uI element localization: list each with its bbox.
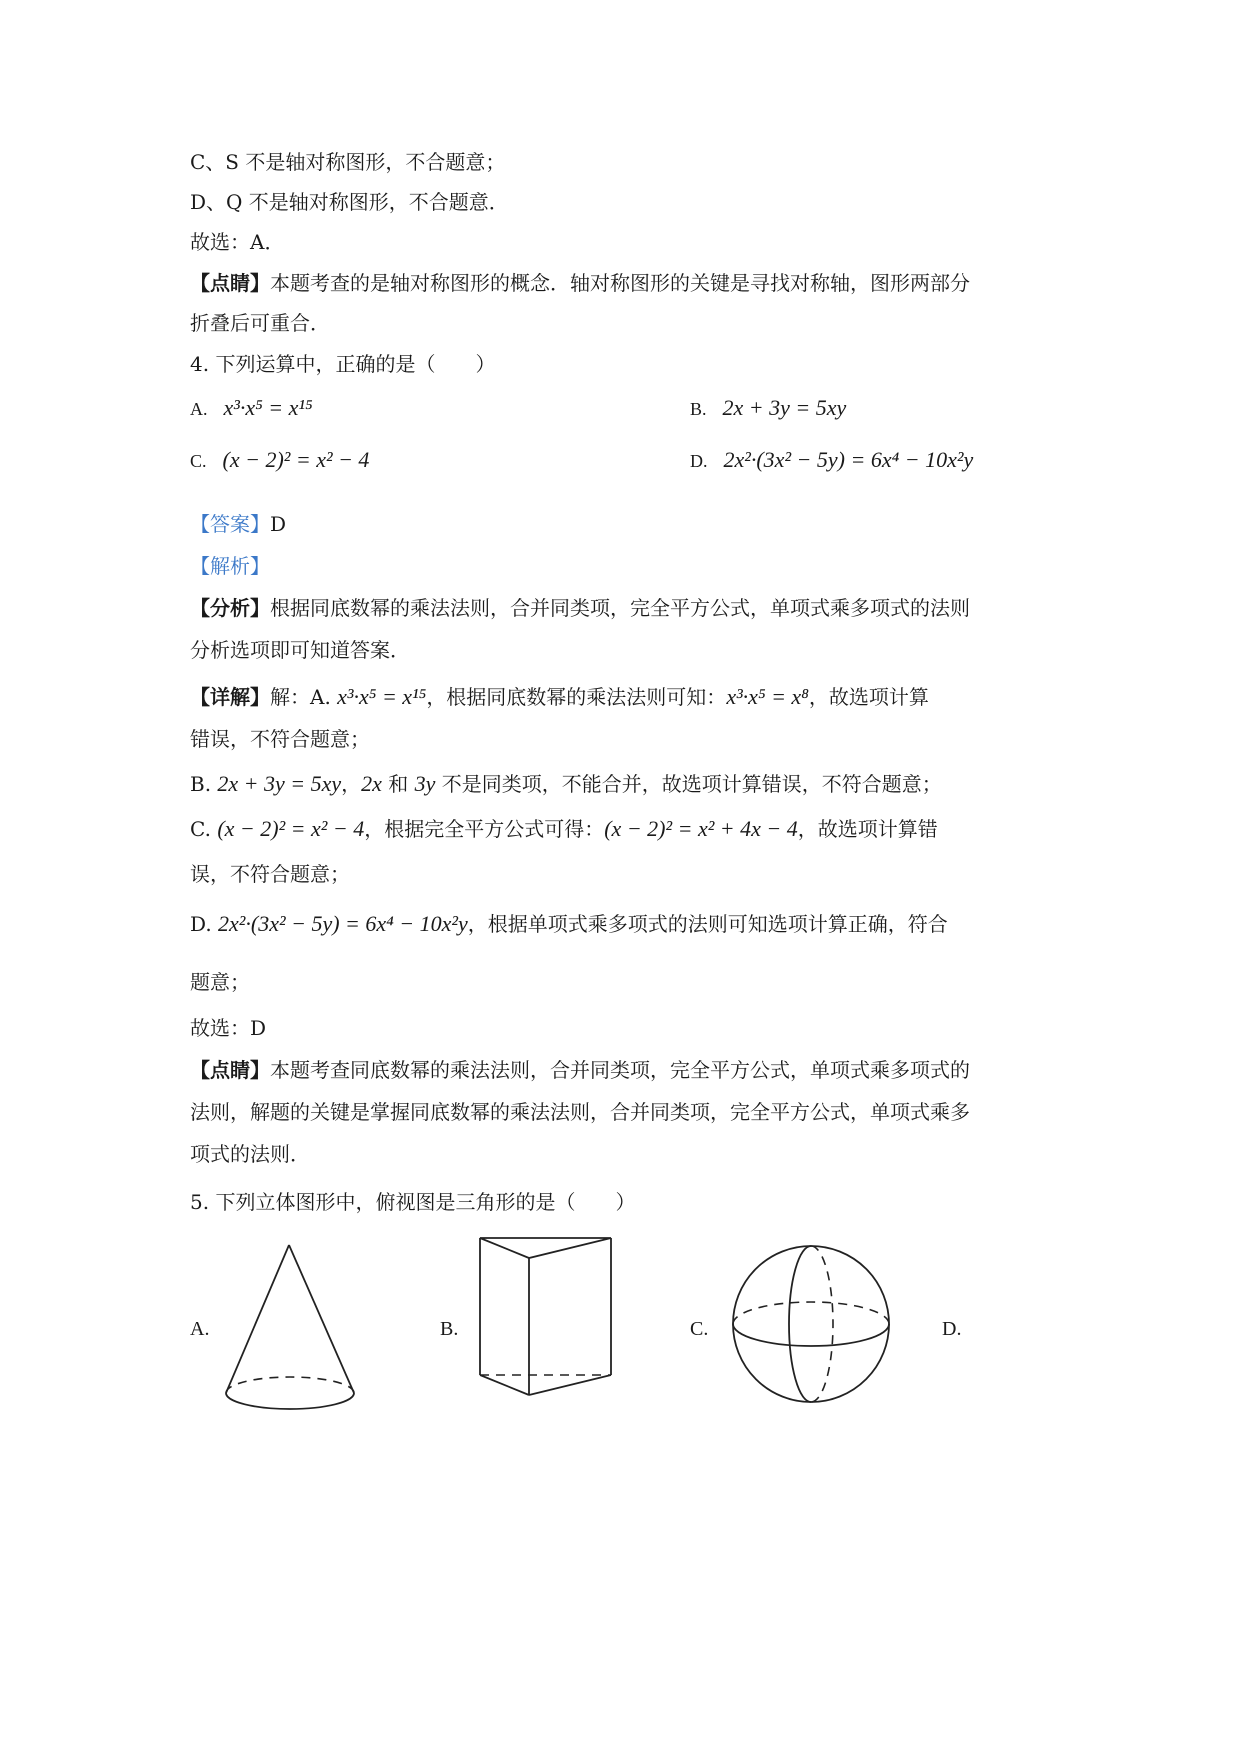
- text: 和: [381, 772, 415, 796]
- xiangjie-a-continuation: 错误，不符合题意；: [190, 727, 370, 751]
- jiexi-tag: 【解析】: [190, 554, 270, 578]
- option-expression: 2x + 3y = 5xy: [722, 395, 847, 420]
- dianjing-paragraph: [190, 269, 970, 297]
- choose-answer-d: 故选：D: [190, 1016, 267, 1040]
- expression: 2x: [361, 771, 382, 796]
- q4-dianjing: [190, 1056, 970, 1084]
- dianjing-text: 本题考查的是轴对称图形的概念．轴对称图形的关键是寻找对称轴，图形两部分: [270, 271, 970, 295]
- text: D.: [190, 912, 219, 936]
- expression: 2x²·(3x² − 5y) = 6x⁴ − 10x²y: [218, 911, 468, 936]
- dianjing-text: 本题考查同底数幂的乘法法则，合并同类项，完全平方公式，单项式乘多项式的: [270, 1058, 970, 1082]
- cone-figure: [215, 1240, 375, 1416]
- text: ，故选项计算错: [797, 817, 938, 841]
- expression: x³·x⁵ = x⁸: [726, 684, 809, 709]
- text: 不是同类项，不能合并，故选项计算错误，不符合题意；: [435, 772, 942, 796]
- q5-label-b: B.: [440, 1318, 459, 1340]
- text: C.: [190, 817, 218, 841]
- question-4-stem: 4. 下列运算中，正确的是（ ）: [190, 352, 496, 376]
- dianjing-tag: 【点睛】: [190, 1058, 270, 1082]
- expression: (x − 2)² = x² − 4: [217, 816, 365, 841]
- sphere-figure: [725, 1238, 897, 1410]
- option-key: B.: [690, 399, 707, 419]
- answer-value: D: [270, 512, 287, 536]
- q4-option-d: [690, 445, 973, 476]
- xiangjie-c: [190, 815, 938, 843]
- xiangjie-d-continuation: 题意；: [190, 970, 250, 994]
- triangular-prism-figure: [470, 1232, 630, 1412]
- xiangjie-c-continuation: 误，不符合题意；: [190, 862, 350, 886]
- text: ，根据同底数幂的乘法法则可知：: [426, 685, 727, 709]
- option-expression: 2x²·(3x² − 5y) = 6x⁴ − 10x²y: [723, 447, 974, 472]
- question-5-stem: 5. 下列立体图形中，俯视图是三角形的是（ ）: [190, 1190, 636, 1214]
- q5-label-c: C.: [690, 1318, 709, 1340]
- expression: x³·x⁵ = x¹⁵: [337, 684, 427, 709]
- text: 解：A.: [270, 685, 338, 709]
- option-c-explanation: C、S 不是轴对称图形，不合题意；: [190, 150, 506, 174]
- option-key: C.: [190, 451, 207, 471]
- q4-option-a: [190, 393, 313, 424]
- expression: 2x + 3y = 5xy: [217, 771, 342, 796]
- answer-tag: 【答案】: [190, 512, 270, 536]
- fenxi-tag: 【分析】: [190, 596, 270, 620]
- xiangjie-b: [190, 770, 942, 798]
- xiangjie-a: [190, 683, 929, 711]
- xiangjie-tag: 【详解】: [190, 685, 270, 709]
- q4-dianjing-continuation: 项式的法则．: [190, 1142, 310, 1166]
- q4-option-c: [190, 445, 369, 476]
- text: ，根据完全平方公式可得：: [364, 817, 605, 841]
- q4-option-b: [690, 393, 846, 424]
- q5-label-d: D.: [942, 1318, 962, 1340]
- text: B.: [190, 772, 218, 796]
- text: ，故选项计算: [808, 685, 929, 709]
- fenxi-paragraph: [190, 594, 970, 622]
- fenxi-continuation: 分析选项即可知道答案．: [190, 638, 410, 662]
- text: ，: [341, 772, 362, 796]
- option-expression: x³·x⁵ = x¹⁵: [223, 395, 313, 420]
- q5-label-a: A.: [190, 1318, 210, 1340]
- expression: (x − 2)² = x² + 4x − 4: [604, 816, 798, 841]
- dianjing-tag: 【点睛】: [190, 271, 270, 295]
- text: ，根据单项式乘多项式的法则可知选项计算正确，符合: [467, 912, 948, 936]
- xiangjie-d: [190, 910, 948, 938]
- choose-answer-a: 故选：A．: [190, 230, 285, 254]
- option-expression: (x − 2)² = x² − 4: [222, 447, 370, 472]
- option-d-explanation: D、Q 不是轴对称图形，不合题意．: [190, 190, 509, 214]
- fenxi-text: 根据同底数幂的乘法法则，合并同类项，完全平方公式，单项式乘多项式的法则: [270, 596, 970, 620]
- answer-line: [190, 510, 286, 538]
- dianjing-continuation: 折叠后可重合．: [190, 311, 330, 335]
- option-key: D.: [690, 451, 708, 471]
- option-key: A.: [190, 399, 208, 419]
- q4-dianjing-continuation: 法则，解题的关键是掌握同底数幂的乘法法则，合并同类项，完全平方公式，单项式乘多: [190, 1100, 970, 1124]
- expression: 3y: [414, 771, 436, 796]
